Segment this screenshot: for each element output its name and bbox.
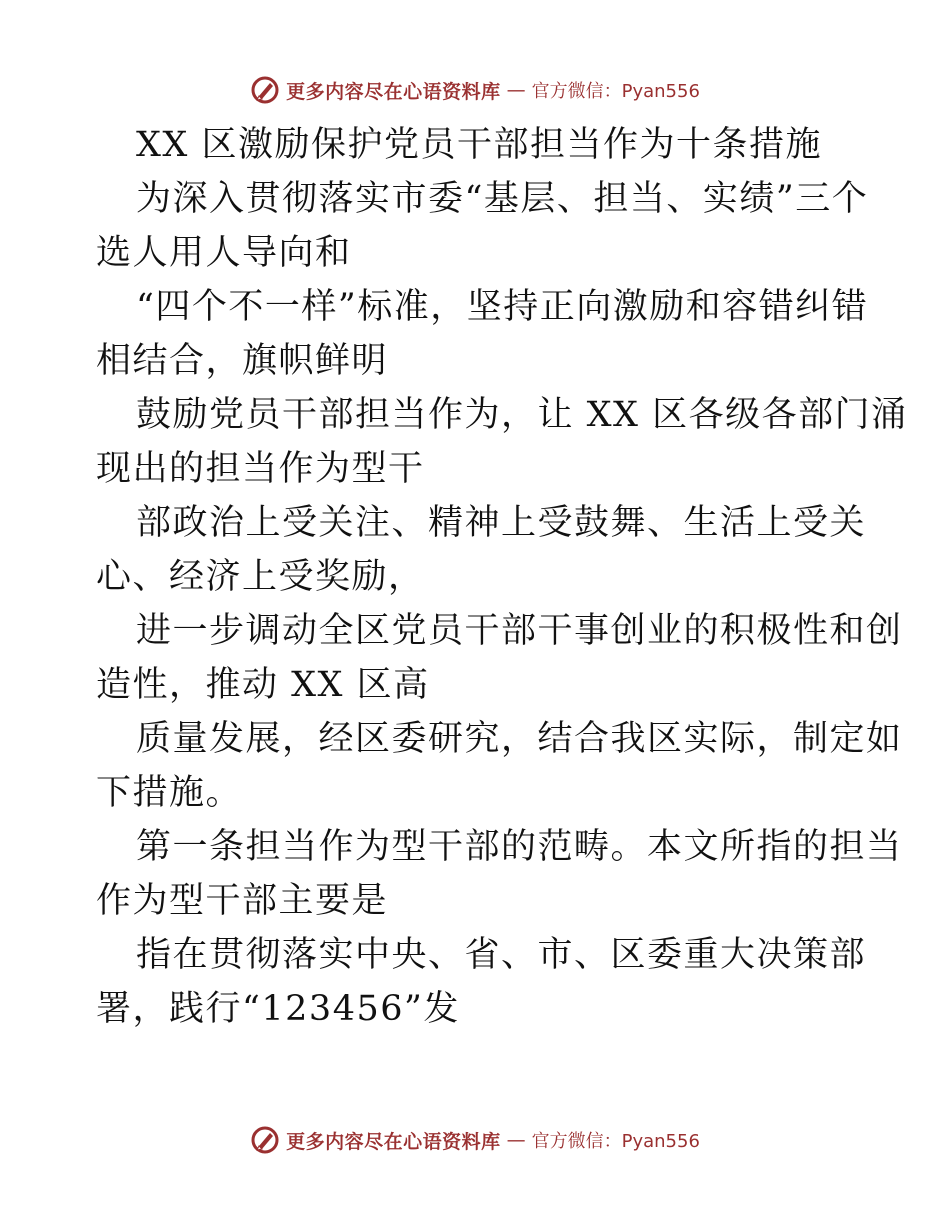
text-line: 心、经济上受奖励， — [96, 557, 425, 597]
text-line: 作为型干部主要是 — [96, 881, 389, 921]
text-line: 质量发展，经区委研究，结合我区实际，制定如 — [136, 719, 903, 759]
footer-watermark — [0, 1120, 950, 1160]
text-line: 造性，推动 XX 区高 — [96, 665, 430, 705]
text-line: “四个不一样”标准，坚持正向激励和容错纠错 — [136, 287, 869, 327]
watermark-contact: 官方微信：Pyan556 — [531, 81, 700, 102]
pen-logo-icon — [250, 75, 280, 105]
text-line: 选人用人导向和 — [96, 233, 352, 273]
text-line: 指在贯彻落实中央、省、市、区委重大决策部 — [136, 935, 867, 975]
document-title: XX 区激励保护党员干部担当作为十条措施 — [136, 125, 822, 165]
text-line: 下措施。 — [96, 773, 243, 813]
header-watermark — [0, 70, 950, 110]
watermark-contact: 官方微信：Pyan556 — [531, 1131, 700, 1152]
watermark-main-text: 更多内容尽在心语资料库 — [286, 80, 501, 103]
watermark-main-text: 更多内容尽在心语资料库 — [286, 1130, 501, 1153]
document-body — [96, 118, 908, 1036]
text-line: 现出的担当作为型干 — [96, 449, 425, 489]
watermark-separator: — — [506, 1129, 526, 1151]
text-line: 第一条担当作为型干部的范畴。本文所指的担当 — [136, 827, 903, 867]
text-line: 进一步调动全区党员干部干事创业的积极性和创 — [136, 611, 903, 651]
text-line: 为深入贯彻落实市委“基层、担当、实绩”三个 — [136, 179, 869, 219]
text-line: 部政治上受关注、精神上受鼓舞、生活上受关 — [136, 503, 867, 543]
text-line: 相结合，旗帜鲜明 — [96, 341, 389, 381]
pen-logo-icon — [250, 1125, 280, 1155]
text-line: 署，践行“123456”发 — [96, 989, 460, 1029]
text-line: 鼓励党员干部担当作为，让 XX 区各级各部门涌 — [136, 395, 908, 435]
watermark-separator: — — [506, 79, 526, 101]
